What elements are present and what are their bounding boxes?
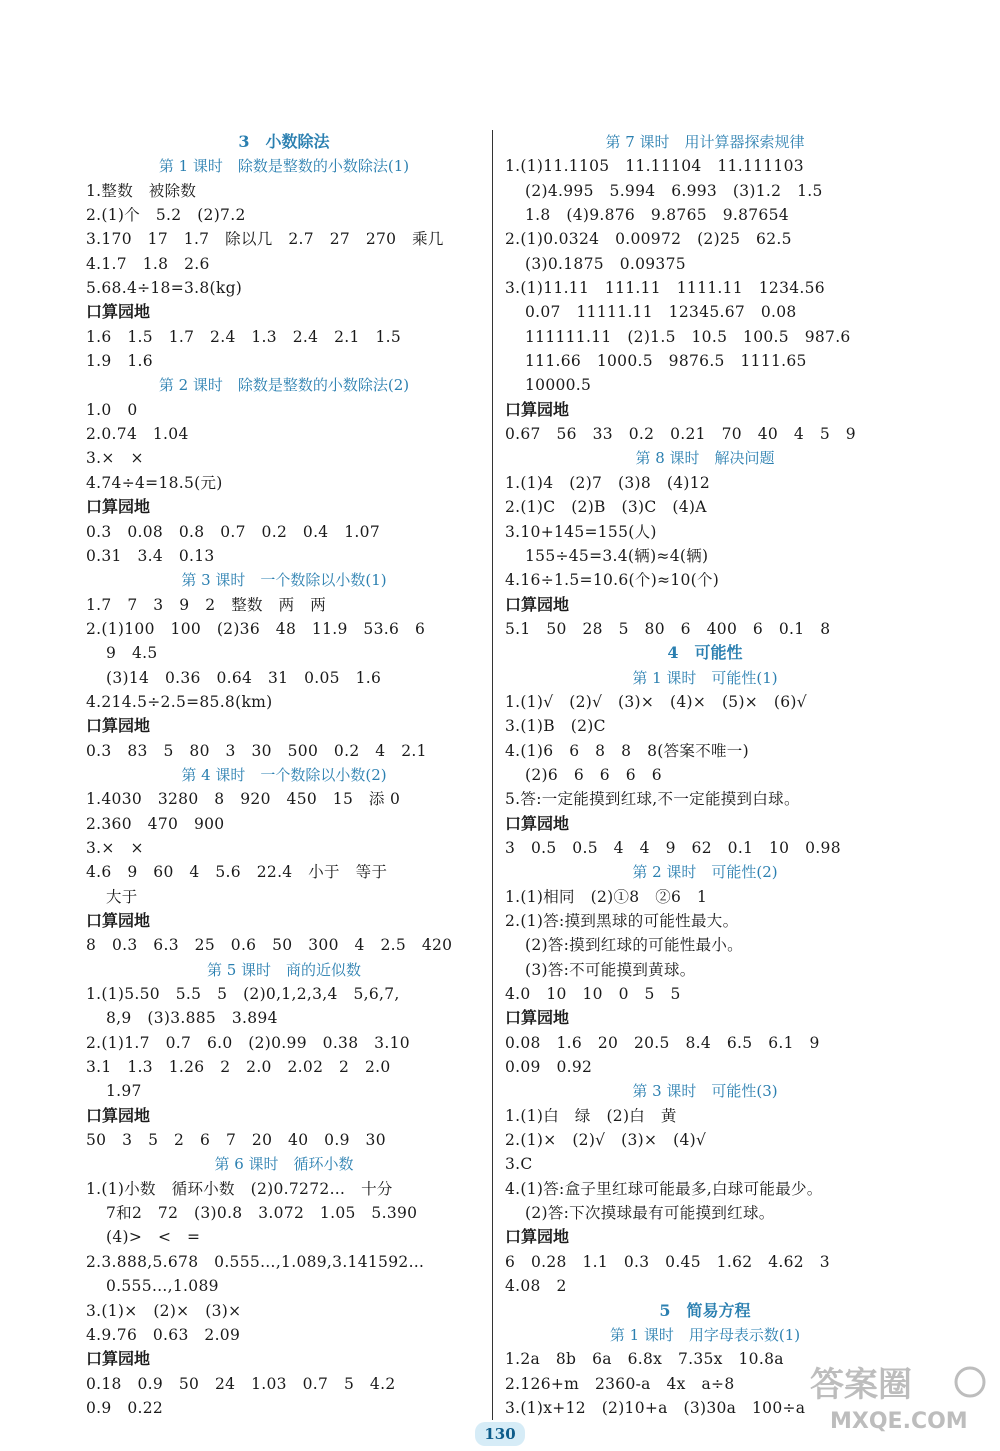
answer-line: 2.126+m 2360-a 4x a÷8	[505, 1374, 735, 1393]
answer-line: 0.67 56 33 0.2 0.21 70 40 4 5 9	[505, 425, 856, 444]
lesson-heading: 第 7 课时 用计算器探索规律	[605, 133, 805, 151]
lesson-heading: 第 2 课时 可能性(2)	[632, 863, 778, 882]
answer-line: 0.31 3.4 0.13	[86, 546, 215, 565]
answer-line-continued: (2)答:下次摸球最有可能摸到红球。	[525, 1204, 775, 1223]
answer-line-continued: 155÷45=3.4(辆)≈4(辆)	[525, 546, 709, 565]
answer-line: 1.6 1.5 1.7 2.4 1.3 2.4 2.1 1.5	[86, 327, 402, 346]
watermark-logo	[800, 1356, 990, 1436]
answer-line: 1.(1)小数 循环小数 (2)0.7272… 十分	[86, 1179, 393, 1198]
answer-line-continued: 0.555…,1.089	[106, 1277, 219, 1296]
lesson-heading: 第 5 课时 商的近似数	[206, 960, 362, 979]
answer-line: 5.答:一定能摸到红球,不一定能摸到白球。	[505, 790, 800, 809]
answer-line: 0.3 0.08 0.8 0.7 0.2 0.4 1.07	[86, 522, 380, 541]
answer-line-continued: 8,9 (3)3.885 3.894	[106, 1009, 278, 1028]
answer-line-continued: 1.8 (4)9.876 9.8765 9.87654	[525, 206, 789, 225]
answer-line: 2.(1)1.7 0.7 6.0 (2)0.99 0.38 3.10	[86, 1033, 410, 1052]
answer-line-continued: 1.97	[106, 1082, 142, 1101]
answer-line: 3.(1)x+12 (2)10+a (3)30a 100÷a	[505, 1398, 806, 1417]
answer-line: 2.360 470 900	[86, 814, 225, 833]
answer-line: 3.10+145=155(人)	[505, 522, 657, 541]
lesson-heading: 第 1 课时 可能性(1)	[632, 668, 778, 687]
column-divider	[492, 130, 493, 1420]
answer-line: 4.6 9 60 4 5.6 22.4 小于 等于	[86, 863, 388, 882]
answer-line: 1.整数 被除数	[86, 181, 197, 200]
lesson-heading: 第 4 课时 一个数除以小数(2)	[181, 765, 387, 784]
answer-line: 3.(1)B (2)C	[505, 717, 606, 736]
section-label: 口算园地	[86, 911, 151, 930]
answer-line: 2.0.74 1.04	[86, 425, 189, 444]
page-number: 130	[475, 1422, 525, 1446]
answer-line-continued: 111111.11 (2)1.5 10.5 100.5 987.6	[525, 327, 851, 346]
answer-line-continued: 10000.5	[525, 376, 592, 395]
answer-line: 3.(1)× (2)× (3)×	[86, 1301, 242, 1320]
answer-line: 3.(1)11.11 111.11 1111.11 1234.56	[505, 279, 825, 298]
answer-line: 3.170 17 1.7 除以几 2.7 27 270 乘几	[86, 230, 444, 249]
lesson-heading: 第 6 课时 循环小数	[214, 1155, 354, 1174]
answer-line-continued: 111.66 1000.5 9876.5 1111.65	[525, 352, 807, 371]
section-label: 口算园地	[86, 497, 151, 517]
section-label: 口算园地	[86, 1105, 151, 1125]
answer-line: 1.7 7 3 9 2 整数 两 两	[86, 595, 326, 614]
lesson-heading: 第 1 课时 除数是整数的小数除法(1)	[158, 157, 410, 176]
answer-line-continued: (3)答:不可能摸到黄球。	[525, 960, 696, 979]
answer-line: 8 0.3 6.3 25 0.6 50 300 4 2.5 420	[86, 936, 453, 955]
chapter-heading: 4 可能性	[667, 643, 743, 663]
chapter-heading: 5 简易方程	[659, 1300, 751, 1320]
right-column	[505, 130, 905, 1420]
answer-line: 0.3 83 5 80 3 30 500 0.2 4 2.1	[86, 741, 427, 760]
answer-line-continued: (2)答:摸到红球的可能性最小。	[525, 936, 743, 955]
answer-line: 4.9.76 0.63 2.09	[86, 1325, 241, 1344]
section-label: 口算园地	[505, 1008, 570, 1028]
answer-line: 0.9 0.22	[86, 1398, 164, 1417]
answer-line: 4.08 2	[505, 1277, 567, 1296]
answer-line: 5.68.4÷18=3.8(kg)	[86, 279, 243, 298]
lesson-heading: 第 2 课时 除数是整数的小数除法(2)	[158, 376, 410, 395]
answer-line: 4.16÷1.5=10.6(个)≈10(个)	[505, 571, 720, 590]
answer-line-continued: 0.07 11111.11 12345.67 0.08	[525, 303, 797, 322]
answer-line: 1.(1)11.1105 11.11104 11.111103	[505, 157, 804, 176]
answer-line-continued: (2)6 6 6 6 6	[525, 765, 662, 784]
answer-line: 5.1 50 28 5 80 6 400 6 0.1 8	[505, 619, 831, 638]
watermark-text: 答案圈	[810, 1365, 912, 1405]
lesson-heading: 第 8 课时 解决问题	[635, 449, 775, 468]
left-column	[86, 130, 482, 1420]
answer-line: 4.0 10 10 0 5 5	[505, 985, 681, 1004]
answer-line: 1.2a 8b 6a 6.8x 7.35x 10.8a	[505, 1350, 784, 1369]
answer-line: 2.3.888,5.678 0.555…,1.089,3.141592…	[86, 1252, 425, 1271]
answer-line: 4.(1)答:盒子里红球可能最多,白球可能最少。	[505, 1179, 823, 1198]
answer-line: 2.(1)答:摸到黑球的可能性最大。	[505, 912, 739, 930]
section-label: 口算园地	[86, 716, 151, 736]
answer-line: 50 3 5 2 6 7 20 40 0.9 30	[86, 1131, 386, 1150]
answer-line: 0.18 0.9 50 24 1.03 0.7 5 4.2	[86, 1374, 396, 1393]
answer-line: 6 0.28 1.1 0.3 0.45 1.62 4.62 3	[505, 1252, 830, 1271]
answer-line: 1.0 0	[86, 400, 138, 419]
watermark-url: MXQE.COM	[830, 1409, 968, 1434]
answer-line: 3.1 1.3 1.26 2 2.0 2.02 2 2.0	[86, 1058, 391, 1077]
answer-line: 2.(1)个 5.2 (2)7.2	[86, 206, 246, 225]
answer-line: 4.(1)6 6 8 8 8(答案不唯一)	[505, 741, 749, 760]
answer-line-continued: (3)0.1875 0.09375	[525, 254, 686, 273]
answer-line: 0.09 0.92	[505, 1058, 593, 1077]
answer-line-continued: (2)4.995 5.994 6.993 (3)1.2 1.5	[525, 181, 823, 200]
answer-line: 1.(1)相同 (2)①8 ②6 1	[505, 887, 708, 906]
answer-line: 4.214.5÷2.5=85.8(km)	[86, 692, 273, 711]
answer-line: 1.9 1.6	[86, 352, 153, 371]
answer-line: 1.(1)白 绿 (2)白 黄	[505, 1106, 677, 1125]
answer-line: 1.(1)5.50 5.5 5 (2)0,1,2,3,4 5,6,7,	[86, 985, 400, 1004]
section-label: 口算园地	[505, 399, 570, 419]
chapter-heading: 3 小数除法	[238, 132, 330, 151]
answer-line: 1.4030 3280 8 920 450 15 添 0	[86, 790, 401, 809]
lesson-heading: 第 3 课时 一个数除以小数(1)	[181, 571, 387, 590]
answer-line: 4.74÷4=18.5(元)	[86, 473, 223, 492]
section-label: 口算园地	[505, 813, 570, 833]
answer-line: 2.(1)100 100 (2)36 48 11.9 53.6 6	[86, 619, 426, 638]
answer-line: 3.× ×	[86, 449, 144, 468]
answer-line: 3.C	[505, 1155, 533, 1174]
answer-line-continued: (3)14 0.36 0.64 31 0.05 1.6	[106, 668, 382, 687]
answer-line-continued: 9 4.5	[106, 644, 158, 663]
answer-line: 1.(1)4 (2)7 (3)8 (4)12	[505, 473, 711, 492]
answer-line: 3.× ×	[86, 838, 144, 857]
answer-line: 4.1.7 1.8 2.6	[86, 254, 210, 273]
answer-line: 2.(1)C (2)B (3)C (4)A	[505, 498, 707, 517]
section-label: 口算园地	[86, 302, 151, 322]
lesson-heading: 第 1 课时 用字母表示数(1)	[609, 1325, 801, 1344]
answer-line-continued: (4)> < =	[106, 1228, 201, 1247]
answer-line: 1.(1)√ (2)√ (3)× (4)× (5)× (6)√	[505, 692, 807, 711]
answer-line: 3 0.5 0.5 4 4 9 62 0.1 10 0.98	[505, 838, 841, 857]
section-label: 口算园地	[86, 1349, 151, 1369]
answer-line-continued: 大于	[106, 887, 138, 906]
answer-line: 2.(1)× (2)√ (3)× (4)√	[505, 1131, 707, 1150]
section-label: 口算园地	[505, 1227, 570, 1247]
answer-line: 0.08 1.6 20 20.5 8.4 6.5 6.1 9	[505, 1033, 820, 1052]
answer-line: 2.(1)0.0324 0.00972 (2)25 62.5	[505, 230, 792, 249]
answer-line-continued: 7和2 72 (3)0.8 3.072 1.05 5.390	[106, 1204, 418, 1223]
section-label: 口算园地	[505, 594, 570, 614]
watermark-icon	[956, 1368, 984, 1396]
lesson-heading: 第 3 课时 可能性(3)	[632, 1082, 778, 1101]
